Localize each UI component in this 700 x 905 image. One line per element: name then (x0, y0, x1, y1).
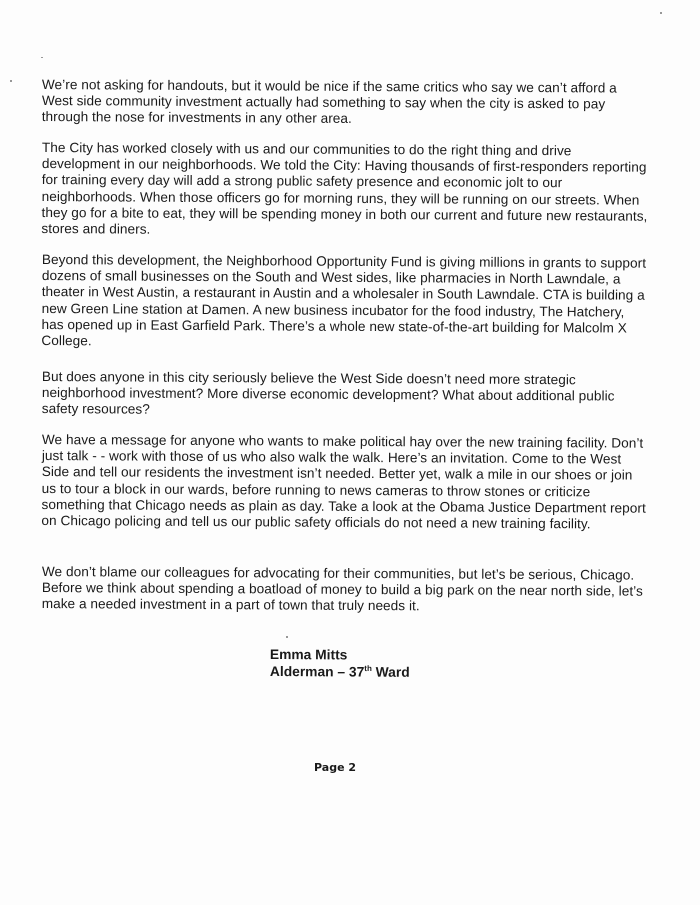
signature-title-suffix: Ward (371, 664, 410, 680)
signature-title-prefix: Alderman – 37 (269, 664, 365, 680)
body-paragraph: We have a message for anyone who wants to make political hay over the new training facility. Don’t just talk - - work with those of us who also walk the walk. Here’s an invitation. Come to the West Side and tell our residents the investment isn’t needed. Better yet, walk a mile in our shoes or join us to tour a block in our wards, before running to news cameras to throw stones or criticize something that Chicago needs as plain as day. Take a look at the Obama Justice Department report on Chicago policing and tell us our public safety officials do not need a new training facility. (41, 432, 646, 532)
body-paragraph: We don’t blame our colleagues for advocating for their communities, but let’s be serious, Chicago. Before we think about spending a boatload of money to build a big park on the near north side, let’s make a needed investment in a part of town that truly needs it. (41, 564, 643, 614)
body-paragraph: But does anyone in this city seriously believe the West Side doesn’t need more strategic neighborhood investment? More diverse economic development? What about additional public safety resources? (41, 369, 615, 418)
scan-speck (10, 80, 12, 82)
scan-speck (660, 12, 662, 14)
body-paragraph: The City has worked closely with us and our communities to do the right thing and drive development in our neighborhoods. We told the City: Having thousands of first-responders reporting for training every day will add a strong public safety presence and economic jolt to our neighborhoods. When those officers go for morning runs, they will be running on our streets. When they go for a bite to eat, they will be spending money in both our current and future new restaurants, stores and diners. (41, 140, 648, 237)
page-number: Page 2 (314, 761, 357, 774)
signature-title (270, 663, 410, 681)
signature-name: Emma Mitts (269, 647, 348, 663)
body-paragraph: Beyond this development, the Neighborhood Opportunity Fund is giving millions in grants to support dozens of small businesses on the South and West sides, like pharmacies in North Lawndale, a theater in West Austin, a restaurant in Austin and a wholesaler in South Lawndale. CTA is building a new Green Line station at Damen. A new business incubator for the food industry, The Hatchery, has opened up in East Garfield Park. There’s a whole new state-of-the-art building for Malcolm X College. (41, 252, 647, 349)
scan-speck (286, 636, 288, 638)
scan-speck (41, 57, 43, 58)
body-paragraph: We’re not asking for handouts, but it would be nice if the same critics who say we can’t afford a West side community investment actually had something to say when the city is asked to pay through the nose for investments in any other area. (41, 77, 617, 127)
signature-title-superscript: th (364, 663, 372, 674)
